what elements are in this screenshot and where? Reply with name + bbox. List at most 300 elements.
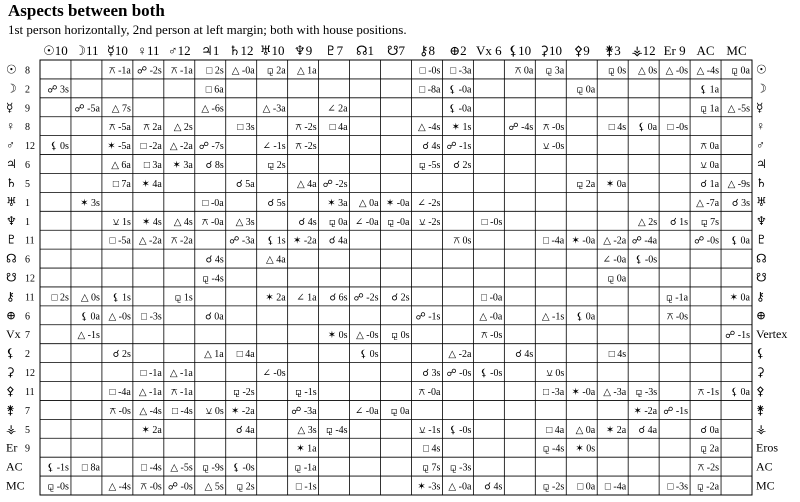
aspect-cell: △ -1s xyxy=(541,311,565,323)
aspect-cell: △ -4s xyxy=(696,65,720,77)
row-house: 1 xyxy=(25,216,30,228)
aspect-cell: ⚼ 7s xyxy=(700,216,720,228)
aspect-cell: ⚼ 3a xyxy=(545,65,565,77)
aspect-cell: ⚻ -0s xyxy=(480,330,503,342)
aspect-cell: ⚼ 7s xyxy=(422,462,441,474)
aspect-cell: △ -3a xyxy=(262,103,286,115)
aspect-cell: ⚻ -2s xyxy=(295,141,317,153)
aspect-cell: ✶ 2a xyxy=(141,424,162,436)
aspect-cell: ⚸ 0a xyxy=(730,235,750,247)
aspect-cell: ⚼ -2a xyxy=(696,481,720,493)
aspect-cell: ⚸ 1a xyxy=(699,84,720,96)
aspect-cell: □ 3s xyxy=(237,122,255,134)
aspect-cell: △ -1s xyxy=(77,330,100,342)
aspect-cell: ⚸ 0a xyxy=(80,311,100,323)
aspect-cell: ⚼ 2a xyxy=(576,178,596,190)
aspect-cell: ✶ 0s xyxy=(575,443,596,455)
aspect-cell: △ 1a xyxy=(204,349,224,361)
row-label-right: ☋ xyxy=(756,270,767,285)
aspect-cell: ⚼ -1a xyxy=(294,462,317,474)
row-house: 9 xyxy=(25,443,30,455)
aspect-cell: ☌ 2s xyxy=(391,292,410,304)
aspect-cell: ☌ 4s xyxy=(515,349,534,361)
aspect-cell: □ -4s xyxy=(172,405,193,417)
aspect-cell: ☌ 1s xyxy=(669,216,689,228)
aspect-cell: ⚺ -1s xyxy=(419,424,441,436)
aspect-cell: ⚸ 1s xyxy=(112,292,131,304)
aspect-cell: ☍ -1s xyxy=(415,311,441,323)
row-label: ☽ xyxy=(6,81,17,96)
aspect-cell: ⚸ -1s xyxy=(46,462,69,474)
row-label: ♆ xyxy=(6,213,17,228)
row-house: 7 xyxy=(25,330,30,342)
aspect-cell: ⚼ 2a xyxy=(700,443,720,455)
row-label-right: ⚵ xyxy=(756,402,765,417)
aspect-cell: ⚸ -0s xyxy=(449,424,472,436)
row-house: 7 xyxy=(25,405,30,417)
aspect-cell: ⚼ -1a xyxy=(665,292,689,304)
aspect-cell: ✶ -3s xyxy=(417,481,441,493)
column-header: ♄12 xyxy=(228,43,254,58)
row-label-right: AC xyxy=(756,459,773,474)
aspect-cell: ✶ 0a xyxy=(605,178,627,190)
column-header: ☉10 xyxy=(43,43,68,58)
column-header: ♇7 xyxy=(325,43,344,58)
row-label-right: ♃ xyxy=(756,157,767,172)
column-header: ⚷8 xyxy=(418,43,435,58)
aspect-cell: ⚸ -0a xyxy=(448,84,472,96)
aspect-cell: △ -5s xyxy=(170,462,193,474)
aspect-cell: ⚼ -2s xyxy=(233,386,255,398)
aspect-cell: □ 4s xyxy=(422,443,441,455)
aspect-cell: ⚸ 1s xyxy=(266,235,286,247)
aspect-cell: ☍ -4s xyxy=(508,122,534,134)
row-label: ♄ xyxy=(6,175,17,190)
aspect-cell: □ 4s xyxy=(608,122,627,134)
aspect-cell: ⚼ 2s xyxy=(267,160,286,172)
aspect-cell: ☍ -0s xyxy=(694,235,720,247)
aspect-cell: ⚻ -5a xyxy=(108,122,131,134)
aspect-cell: ☌ 5a xyxy=(236,178,255,190)
aspect-cell: ⚼ -4s xyxy=(325,424,348,436)
aspect-cell: ⚻ 0a xyxy=(700,141,720,153)
aspect-cell: ⚸ 0s xyxy=(359,349,379,361)
row-label-right: ☉ xyxy=(756,62,767,77)
aspect-cell: □ -4a xyxy=(109,386,131,398)
column-header: ☿10 xyxy=(106,43,128,58)
row-label-right: ☊ xyxy=(756,251,767,266)
aspect-cell: ⚼ -1s xyxy=(294,386,317,398)
aspect-cell: ☌ 3s xyxy=(731,197,750,209)
column-header: ⚵3 xyxy=(604,43,621,58)
page-subtitle: 1st person horizontally, 2nd person at left margin; both with house positions. xyxy=(8,22,407,37)
aspect-cell: □ 3a xyxy=(143,160,162,172)
aspect-cell: △ 3s xyxy=(297,424,317,436)
aspect-cell: ☌ 3s xyxy=(422,368,441,380)
row-label-right: ♇ xyxy=(756,232,767,247)
aspect-cell: □ 4a xyxy=(236,349,255,361)
aspect-cell: ⚼ 0s xyxy=(607,65,627,77)
aspect-cell: ⚼ -0s xyxy=(47,481,69,493)
aspect-cell: ⚻ -0a xyxy=(418,386,441,398)
row-label-right: MC xyxy=(756,478,775,493)
aspect-cell: △ 0a xyxy=(575,424,596,436)
column-header: ♃1 xyxy=(201,43,220,58)
aspect-cell: ⚻ 2a xyxy=(143,122,162,134)
aspect-cell: ☍ -1s xyxy=(663,405,689,417)
aspect-cell: ⚼ 0a xyxy=(390,405,410,417)
aspect-cell: □ -5a xyxy=(109,235,131,247)
aspect-cell: △ -2a xyxy=(138,235,162,247)
row-label-right: ⚷ xyxy=(756,289,765,304)
aspect-cell: ✶ 4a xyxy=(141,178,162,190)
aspect-cell: ✶ 4s xyxy=(142,216,162,228)
column-header: ⚴9 xyxy=(573,43,590,58)
aspect-cell: △ -9s xyxy=(727,178,750,190)
row-label: ♅ xyxy=(6,194,17,209)
aspect-cell: △ -2a xyxy=(603,235,627,247)
row-house: 12 xyxy=(25,368,35,380)
aspect-cell: □ -3a xyxy=(450,65,472,77)
aspect-cell: △ 4a xyxy=(266,254,286,266)
aspect-cell: □ -1s xyxy=(295,481,317,493)
aspect-cell: ⚻ -0s xyxy=(140,481,162,493)
row-house: 2 xyxy=(25,84,30,96)
aspect-cell: ⚻ 0a xyxy=(514,65,534,77)
aspect-cell: ☍ -5a xyxy=(74,103,100,115)
aspect-cell: ∠ 2a xyxy=(327,103,348,115)
aspect-cell: ⚺ 0a xyxy=(700,160,720,172)
aspect-cell: □ -0s xyxy=(667,122,689,134)
row-label: ⚳ xyxy=(6,365,15,380)
aspect-cell: ☍ -3a xyxy=(291,405,317,417)
aspect-cell: □ -2a xyxy=(140,141,162,153)
row-house: 6 xyxy=(25,254,30,266)
column-header: ♀11 xyxy=(137,43,160,58)
row-house: 6 xyxy=(25,311,30,323)
aspect-cell: ☍ -2s xyxy=(353,292,379,304)
aspect-cell: ⚸ 0a xyxy=(730,386,750,398)
aspect-cell: △ -0a xyxy=(448,481,472,493)
aspect-cell: ∠ -0a xyxy=(354,216,379,228)
row-label: Vx xyxy=(6,327,21,342)
aspect-cell: □ -4a xyxy=(604,481,627,493)
aspect-cell: △ -0s xyxy=(665,65,689,77)
aspect-cell: ⚼ 1s xyxy=(174,292,193,304)
row-label-right: ♄ xyxy=(756,175,767,190)
column-header: MC xyxy=(726,43,747,58)
aspect-cell: △ -1a xyxy=(138,386,162,398)
row-label: ♃ xyxy=(6,157,17,172)
aspect-cell: ∠ 1a xyxy=(296,292,317,304)
aspect-cell: △ -4s xyxy=(418,122,441,134)
column-header: ⚳10 xyxy=(539,43,563,58)
row-house: 6 xyxy=(25,160,30,172)
row-house: 11 xyxy=(25,235,35,247)
aspect-cell: ☌ 4a xyxy=(638,424,658,436)
row-label-right: ⚸ xyxy=(756,346,765,361)
aspect-cell: ✶ -5a xyxy=(107,141,131,153)
row-house: 8 xyxy=(25,65,30,77)
aspect-cell: ✶ -2a xyxy=(231,405,255,417)
aspect-cell: ☍ -3a xyxy=(229,235,255,247)
row-label: ⚴ xyxy=(6,383,15,398)
aspect-cell: ✶ 3a xyxy=(172,160,193,172)
aspect-cell: ⚻ -0s xyxy=(542,122,565,134)
column-header: ⚶12 xyxy=(631,43,656,58)
aspect-cell: ✶ -0a xyxy=(571,235,596,247)
aspect-cell: □ -3s xyxy=(141,311,162,323)
aspect-cell: ⚸ -0a xyxy=(448,103,472,115)
aspect-cell: ⚸ 0s xyxy=(50,141,69,153)
row-label-right: ⚶ xyxy=(756,421,767,436)
aspect-cell: ☍ -0s xyxy=(446,368,472,380)
page-title: Aspects between both xyxy=(8,1,165,20)
aspect-cell: ⚼ 1a xyxy=(700,103,720,115)
aspect-cell: ⚺ 1s xyxy=(112,216,131,228)
aspect-cell: ☌ 2s xyxy=(112,349,131,361)
row-house: 12 xyxy=(25,273,35,285)
column-header: ⚸10 xyxy=(508,43,532,58)
aspect-cell: ⚻ -0s xyxy=(109,405,131,417)
aspect-cell: △ 4a xyxy=(296,178,317,190)
aspect-cell: □ -0a xyxy=(202,197,224,209)
aspect-cell: ⚻ -2a xyxy=(170,235,193,247)
aspect-cell: ✶ -0a xyxy=(385,197,410,209)
row-house: 2 xyxy=(25,349,30,361)
row-label: ♇ xyxy=(6,232,17,247)
row-house: 9 xyxy=(25,103,30,115)
aspect-cell: ⚸ -0s xyxy=(232,462,255,474)
row-label: ⊕ xyxy=(6,308,17,323)
aspect-cell: △ 3s xyxy=(235,216,255,228)
aspect-cell: △ 0a xyxy=(358,197,379,209)
aspect-cell: △ -0a xyxy=(479,311,503,323)
column-header: ☋7 xyxy=(386,43,406,58)
row-label: AC xyxy=(6,459,23,474)
row-label: ⚶ xyxy=(6,421,17,436)
aspect-cell: ☌ 2s xyxy=(453,160,472,172)
aspect-cell: ✶ 2a xyxy=(265,292,286,304)
aspect-cell: △ 6a xyxy=(111,160,131,172)
aspect-cell: □ -1a xyxy=(140,368,162,380)
aspect-cell: ☌ 4s xyxy=(422,141,441,153)
aspect-cell: □ -8a xyxy=(419,84,441,96)
row-house: 5 xyxy=(25,178,30,190)
aspect-cell: ☍ -1s xyxy=(725,330,750,342)
aspect-cell: ✶ 0s xyxy=(327,330,348,342)
aspect-cell: □ -4a xyxy=(542,235,565,247)
aspect-cell: ∠ -0a xyxy=(602,254,627,266)
row-label-right: ⚴ xyxy=(756,383,765,398)
aspect-cell: ⚸ -0s xyxy=(635,254,658,266)
aspect-cell: ☌ 4a xyxy=(236,424,255,436)
aspect-cell: ☍ 3s xyxy=(47,84,69,96)
aspect-cell: □ 4a xyxy=(329,122,348,134)
row-label: ☿ xyxy=(6,100,14,115)
aspect-cell: ⚼ 0a xyxy=(607,273,627,285)
aspect-cell: ⚺ -2s xyxy=(419,216,441,228)
aspect-cell: ⚻ 0s xyxy=(453,235,472,247)
row-label: ♀ xyxy=(6,119,15,134)
row-label-right: ⚳ xyxy=(756,365,765,380)
row-house: 11 xyxy=(25,292,35,304)
aspect-cell: ✶ 1a xyxy=(296,443,317,455)
row-label: ♂ xyxy=(6,138,15,153)
aspect-cell: □ -0s xyxy=(481,216,503,228)
column-header: Er 9 xyxy=(663,43,686,58)
aspect-cell: ⚼ 0a xyxy=(576,84,596,96)
aspect-cell: ⚻ -0s xyxy=(666,311,689,323)
aspect-cell: ✶ 3s xyxy=(80,197,100,209)
aspect-cell: △ -0s xyxy=(356,330,379,342)
row-label: ⚵ xyxy=(6,402,15,417)
aspect-cell: ⚼ 0s xyxy=(391,330,410,342)
aspect-cell: △ -4s xyxy=(139,405,162,417)
column-header: ☊1 xyxy=(356,43,375,58)
aspect-cell: ☌ 1a xyxy=(700,178,720,190)
aspect-cell: ⚼ 2s xyxy=(236,481,255,493)
aspect-cell: ☌ 4s xyxy=(484,481,503,493)
row-label-right: ♅ xyxy=(756,194,767,209)
row-label-right: ♂ xyxy=(756,138,765,153)
aspect-cell: ⚼ -3s xyxy=(449,462,472,474)
aspect-cell: ☍ -4a xyxy=(631,235,658,247)
aspect-cell: △ -7a xyxy=(696,197,720,209)
column-header: AC xyxy=(696,43,715,58)
column-header: Vx 6 xyxy=(476,43,502,58)
aspect-cell: △ 2s xyxy=(173,122,193,134)
aspect-cell: □ -4s xyxy=(141,462,162,474)
aspect-cell: ⚼ -5s xyxy=(418,160,441,172)
row-label: MC xyxy=(6,478,25,493)
aspect-cell: □ -3a xyxy=(542,386,565,398)
row-label-right: ⊕ xyxy=(756,308,767,323)
aspect-cell: ☍ -0s xyxy=(167,481,193,493)
aspect-cell: ⚼ 0a xyxy=(731,65,750,77)
row-house: 8 xyxy=(25,122,30,134)
aspect-cell: ⚼ 2a xyxy=(266,65,286,77)
aspect-cell: ✶ -2a xyxy=(633,405,658,417)
aspect-cell: □ -0s xyxy=(419,65,441,77)
aspect-cell: ✶ 2a xyxy=(605,424,627,436)
aspect-cell: ⚸ -0s xyxy=(480,368,503,380)
aspect-cell: ☌ 4a xyxy=(328,235,348,247)
aspect-cell: ∠ -2s xyxy=(417,197,441,209)
aspect-cell: ☌ 0a xyxy=(205,311,224,323)
aspect-cell: △ -4s xyxy=(108,481,131,493)
aspect-cell: △ 4s xyxy=(173,216,193,228)
row-label-right: Eros xyxy=(756,440,778,455)
row-house: 1 xyxy=(25,197,30,209)
aspect-cell: ⚼ -4s xyxy=(202,273,224,285)
aspect-cell: ∠ -1s xyxy=(262,141,286,153)
aspect-cell: ☌ 8s xyxy=(205,160,224,172)
aspect-cell: △ 1a xyxy=(296,65,317,77)
aspect-cell: ☌ 6s xyxy=(329,292,348,304)
aspect-cell: □ 4a xyxy=(546,424,565,436)
aspect-cell: ⚺ 0s xyxy=(205,405,224,417)
aspect-cell: ☍ -2s xyxy=(136,65,162,77)
aspect-cell: ⚻ -1a xyxy=(170,65,193,77)
aspect-cell: △ -2a xyxy=(169,141,193,153)
aspect-cell: ☌ 4s xyxy=(298,216,317,228)
row-house: 5 xyxy=(25,424,30,436)
row-house: 11 xyxy=(25,386,35,398)
aspect-cell: ⚼ -3s xyxy=(635,386,658,398)
aspect-cell: △ -1a xyxy=(169,368,193,380)
aspect-cell: ⚻ -0a xyxy=(201,216,224,228)
aspect-cell: ⚸ 0a xyxy=(637,122,658,134)
row-label-right: ♀ xyxy=(756,119,765,134)
aspect-cell: △ -0a xyxy=(231,65,255,77)
column-header: ♆9 xyxy=(294,43,313,58)
aspect-cell: □ 2s xyxy=(51,292,69,304)
aspect-cell: □ 7a xyxy=(112,178,131,190)
row-label: Er xyxy=(6,440,18,455)
row-label: ⚷ xyxy=(6,289,15,304)
aspect-cell: ⚼ -0a xyxy=(387,216,410,228)
aspect-cell: ☍ -1s xyxy=(446,141,472,153)
aspect-cell: △ 7s xyxy=(111,103,131,115)
column-header: ♂12 xyxy=(167,43,191,58)
aspect-cell: △ 0s xyxy=(638,65,658,77)
aspect-cell: ☌ 4s xyxy=(205,254,224,266)
aspect-cell: △ -3a xyxy=(603,386,627,398)
aspect-cell: ⚻ -1a xyxy=(170,386,193,398)
aspect-cell: ∠ -0a xyxy=(354,405,379,417)
aspect-cell: □ 4s xyxy=(608,349,627,361)
aspect-cell: □ 0a xyxy=(577,481,596,493)
aspect-cell: ✶ 3a xyxy=(327,197,348,209)
aspect-cell: ⚻ -1a xyxy=(108,65,131,77)
row-label: ☊ xyxy=(6,251,17,266)
aspect-cell: □ -0a xyxy=(481,292,503,304)
aspect-cell: ⚺ 0s xyxy=(546,368,565,380)
aspect-cell: □ -3s xyxy=(667,481,689,493)
aspect-cell: △ -2a xyxy=(448,349,472,361)
column-header: ☽11 xyxy=(74,43,99,58)
aspect-cell: ✶ -0a xyxy=(571,386,596,398)
aspect-cell: ✶ 0a xyxy=(729,292,750,304)
aspect-cell: ⚸ 0a xyxy=(575,311,596,323)
aspect-cell: △ -0s xyxy=(108,311,131,323)
row-label-right: ☿ xyxy=(756,100,764,115)
aspect-cell: ⚼ 0a xyxy=(328,216,348,228)
aspect-cell: ☌ 0a xyxy=(700,424,720,436)
aspect-cell: ✶ -2a xyxy=(292,235,317,247)
aspect-cell: ✶ 1s xyxy=(451,122,472,134)
row-label: ☋ xyxy=(6,270,17,285)
row-label: ⚸ xyxy=(6,346,15,361)
aspect-cell: □ 6a xyxy=(205,84,224,96)
column-header: ⊕2 xyxy=(449,43,467,58)
row-label-right: ☽ xyxy=(756,81,767,96)
aspect-cell: □ 2s xyxy=(206,65,224,77)
aspect-cell: ⚼ -4s xyxy=(542,443,565,455)
aspect-cell: ⚺ -0s xyxy=(542,141,565,153)
row-label-right: ♆ xyxy=(756,213,767,228)
column-header: ♅10 xyxy=(259,43,285,58)
aspect-cell: ☌ 5s xyxy=(267,197,286,209)
aspect-cell: ⚻ -1s xyxy=(697,386,720,398)
aspect-cell: ⚻ -2s xyxy=(295,122,317,134)
row-label: ☉ xyxy=(6,62,17,77)
aspect-cell: △ 2s xyxy=(638,216,658,228)
aspect-cell: ☍ -7s xyxy=(198,141,224,153)
aspect-cell: ⚼ -9s xyxy=(202,462,224,474)
aspect-cell: △ -6s xyxy=(201,103,224,115)
